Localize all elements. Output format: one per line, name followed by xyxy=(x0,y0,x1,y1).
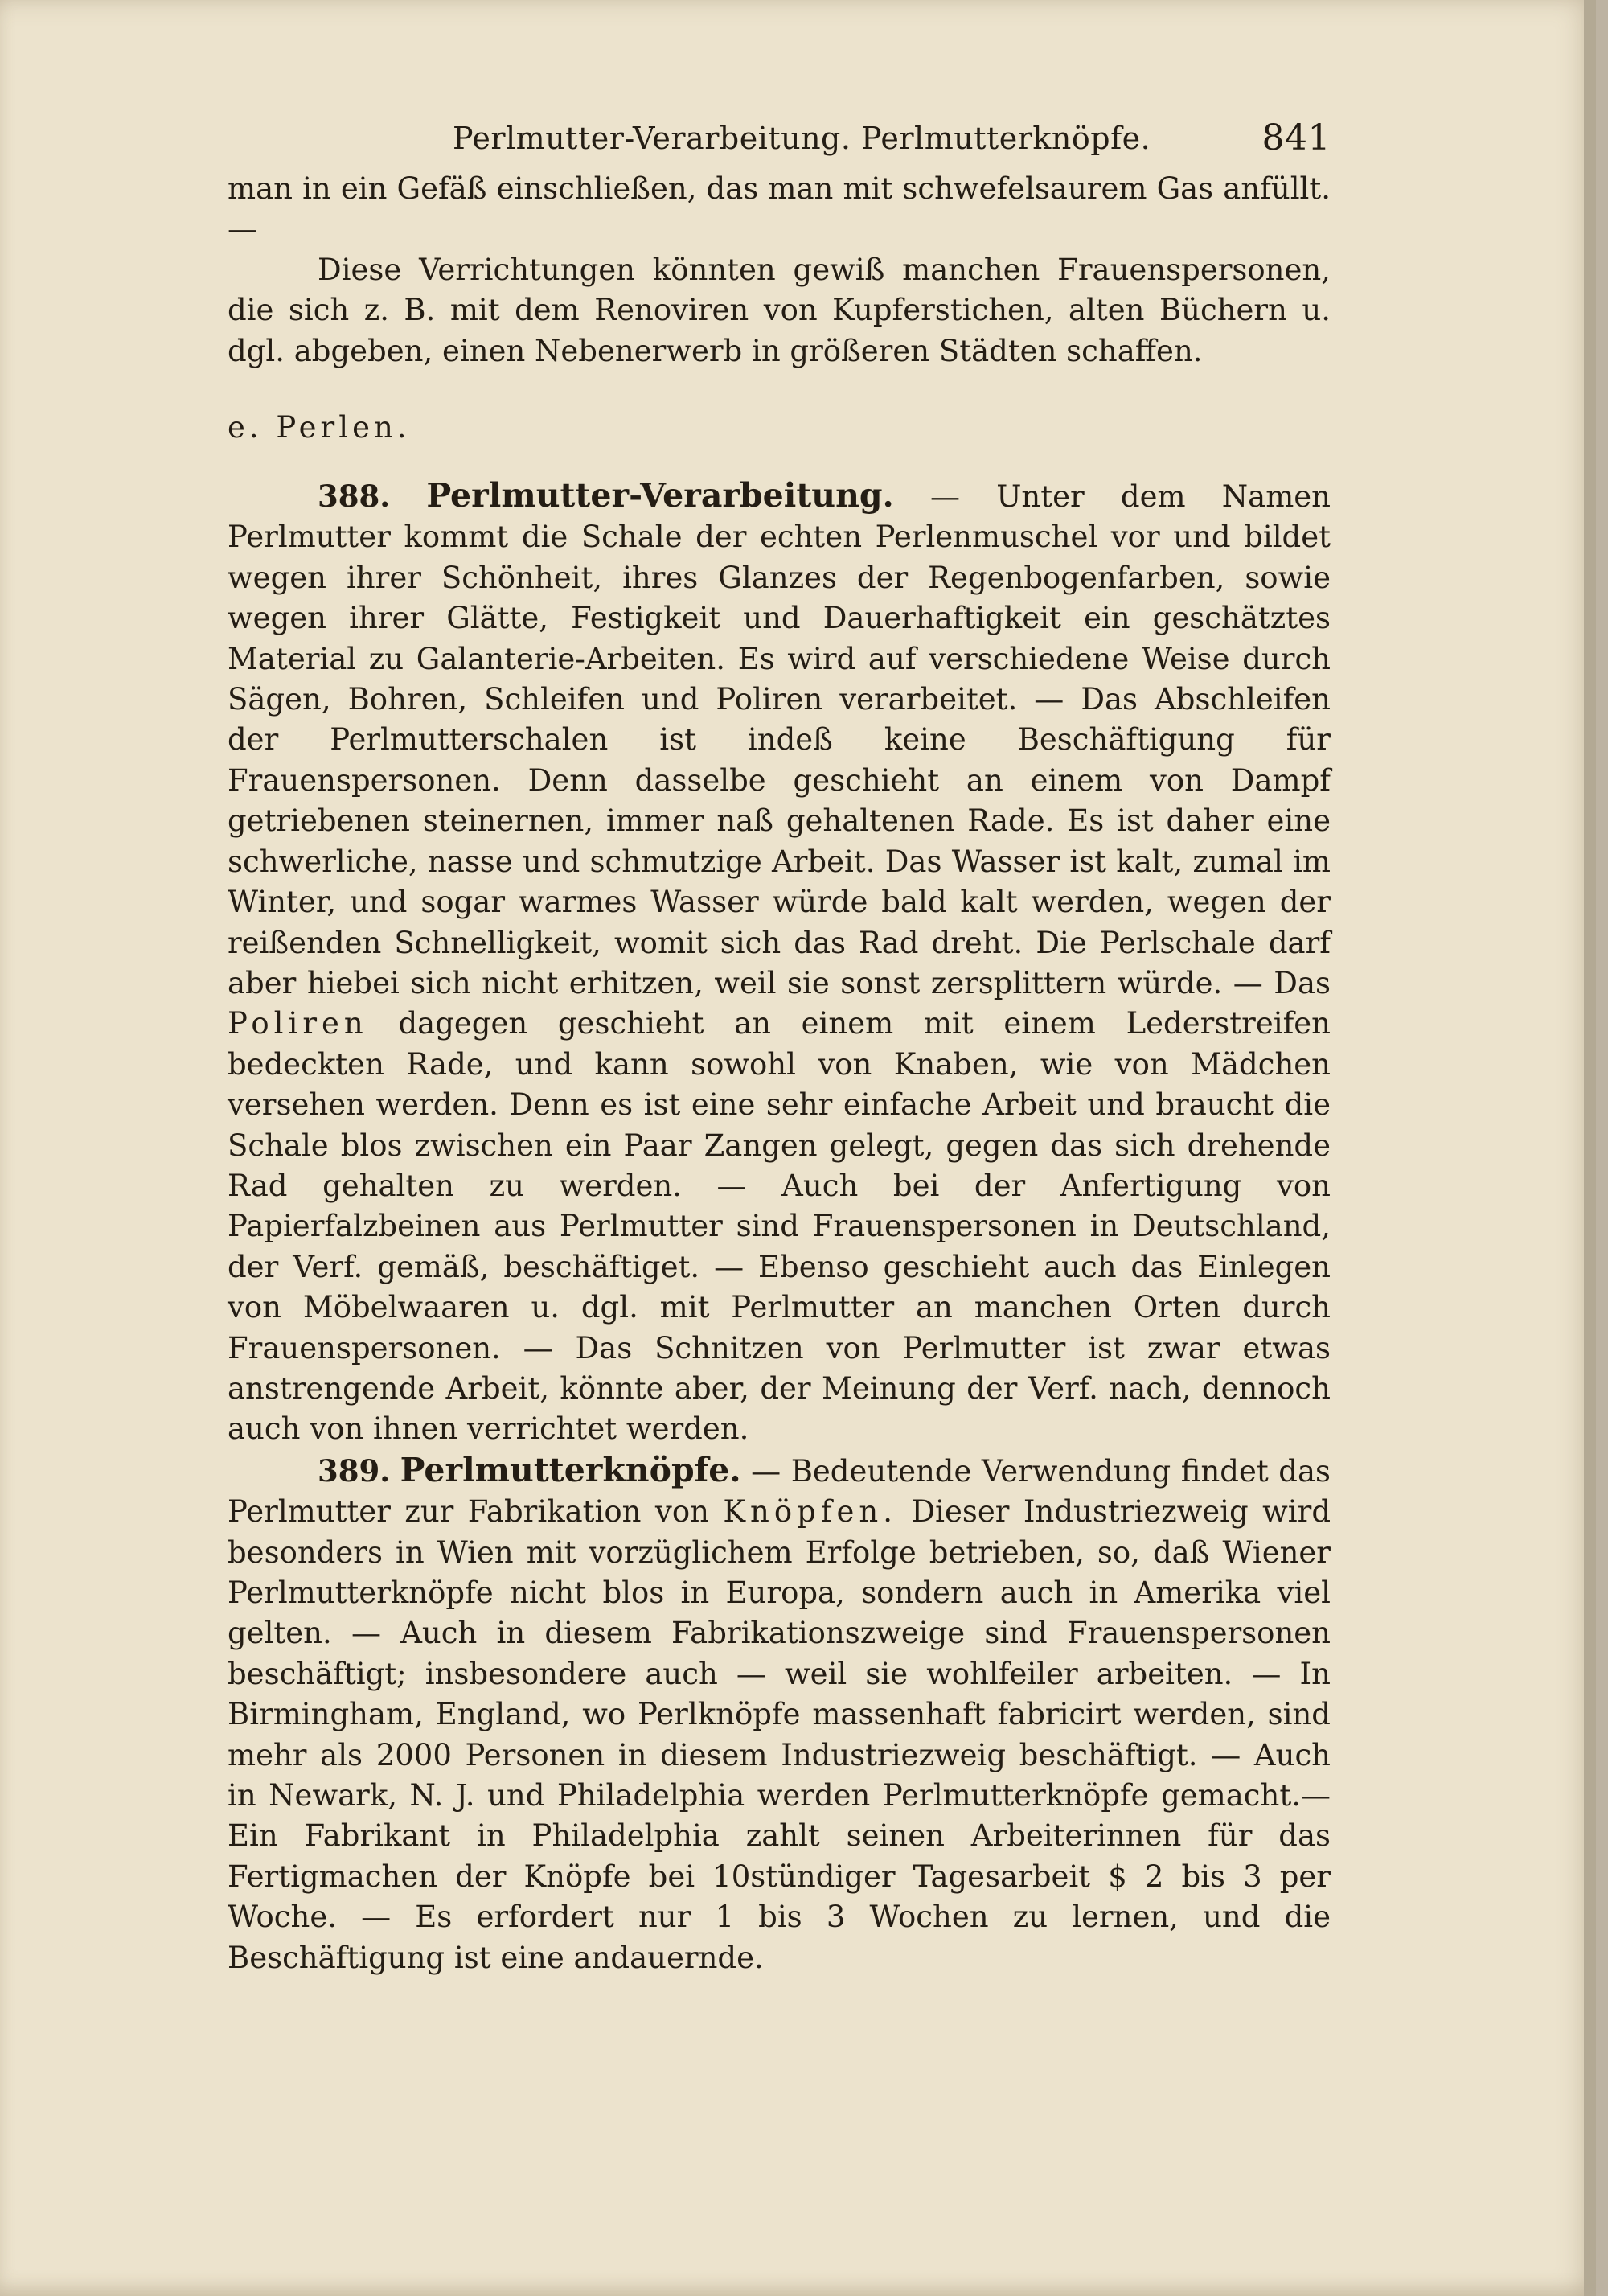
running-head xyxy=(228,117,1331,169)
section-heading: e. Perlen. xyxy=(228,410,411,446)
article-388 xyxy=(228,475,1331,1450)
emphasized-word: Poliren xyxy=(228,1006,368,1041)
running-title: Perlmutter-Verarbeitung. Perlmutterknöpfe. xyxy=(453,121,1151,156)
article-title: Perlmutterknöpfe. xyxy=(400,1450,741,1489)
paragraph-continuation: man in ein Gefäß einschließen, das man mit schwefelsaurem Gas anfüllt. — xyxy=(228,171,1331,247)
article-text: dagegen geschieht an einem mit einem Lederstreifen bedeckten Rade, und kann sowohl von Knaben, wie von Mädchen versehen werden. Denn es ist eine sehr einfache Arbeit und braucht die Schale blos zwischen ein Paar Zangen gelegt, gegen das sich drehende Rad gehalten zu werden. — Auch bei der Anfertigung von Papierfalzbeinen aus Perlmutter sind Frauenspersonen in Deutschland, der Verf. gemäß, beschäftiget. — Ebenso geschieht auch das Einlegen von Möbelwaaren u. dgl. mit Perlmutter an manchen Orten durch Frauenspersonen. — Das Schnitzen von Perlmutter ist zwar etwas anstrengende Arbeit, könnte aber, der Meinung der Verf. nach, dennoch auch von ihnen verrichtet werden. xyxy=(228,1006,1331,1447)
article-text: Dieser Industriezweig wird besonders in Wien mit vorzüglichem Erfolge betrieben, so, daß Wiener Perlmutterknöpfe nicht blos in Europa, sondern auch in Amerika viel gelten. — Auch in diesem Fabrikationszweige sind Frauenspersonen beschäftigt; insbesondere auch — weil sie wohlfeiler arbeiten. — In Birmingham, England, wo Perlknöpfe massenhaft fabricirt werden, sind mehr als 2000 Personen in diesem Industriezweig beschäftigt. — Auch in Newark, N. J. und Philadelphia werden Perlmutterknöpfe gemacht.— Ein Fabrikant in Philadelphia zahlt seinen Arbeiterinnen für das Fertigmachen der Knöpfe bei 10stündiger Tagesarbeit $ 2 bis 3 per Woche. — Es erfordert nur 1 bis 3 Wochen zu lernen, und die Beschäftigung ist eine andauernde. xyxy=(228,1494,1331,1975)
page-edge xyxy=(1584,0,1596,2296)
emphasized-word: Knöpfen. xyxy=(723,1494,898,1530)
article-text: — Unter dem Namen Perlmutter kommt die Schale der echten Perlenmuschel vor und bildet wegen ihrer Schönheit, ihres Glanzes der Regenbogenfarben, sowie wegen ihrer Glätte, Festigkeit und Dauerhaftigkeit ein geschätztes Material zu Galanterie-Arbeiten. Es wird auf verschiedene Weise durch Sägen, Bohren, Schleifen und Poliren verarbeitet. — Das Abschleifen der Perlmutterschalen ist indeß keine Beschäftigung für Frauenspersonen. Denn dasselbe geschieht an einem von Dampf getriebenen steinernen, immer naß gehaltenen Rade. Es ist daher eine schwerliche, nasse und schmutzige Arbeit. Das Wasser ist kalt, zumal im Winter, und sogar warmes Wasser würde bald kalt werden, wegen der reißenden Schnelligkeit, womit sich das Rad dreht. Die Perlschale darf aber hiebei sich nicht erhitzen, weil sie sonst zersplittern würde. — Das xyxy=(228,479,1331,1000)
body-text xyxy=(228,169,1331,1978)
paragraph-intro: Diese Verrichtungen könnten gewiß manchen Frauenspersonen, die sich z. B. mit dem Renoviren von Kupferstichen, alten Büchern u. dgl. abgeben, einen Nebenerwerb in größeren Städten schaffen. xyxy=(228,252,1331,368)
article-number: 388. xyxy=(318,479,391,515)
article-389 xyxy=(228,1450,1331,1978)
article-number: 389. xyxy=(318,1452,391,1489)
page-number: 841 xyxy=(1261,117,1331,158)
article-title: Perlmutter-Verarbeitung. xyxy=(426,476,894,515)
page-content xyxy=(228,117,1331,1978)
article-text: — Bedeutende Verwendung findet das Perlmutter zur Fabrikation von xyxy=(228,1453,1331,1530)
